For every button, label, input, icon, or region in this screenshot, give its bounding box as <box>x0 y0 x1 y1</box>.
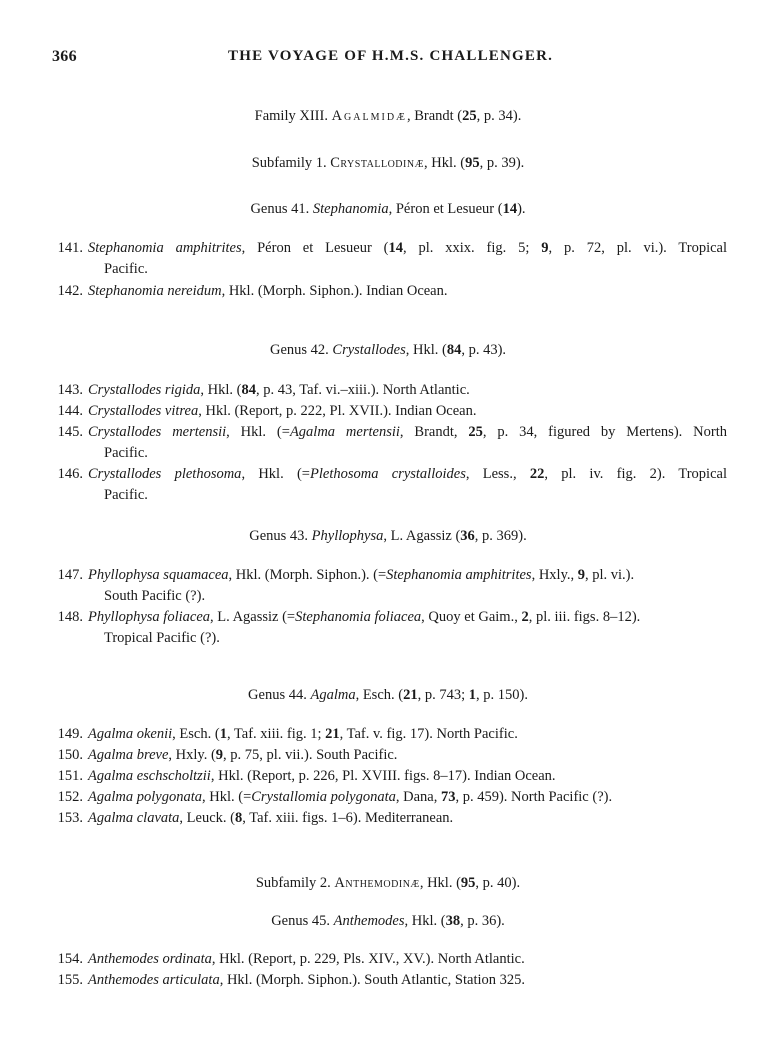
subfamily-heading: Subfamily 1. Crystallodinæ, Hkl. (95, p. 39). <box>251 155 525 171</box>
subfamily-heading: Subfamily 2. Anthemodinæ, Hkl. (95, p. 40). <box>255 875 521 891</box>
genus-heading: Genus 42. Crystallodes, Hkl. (84, p. 43). <box>269 342 507 358</box>
family-heading: Family XIII. Agalmidæ, Brandt (25, p. 34). <box>254 108 522 124</box>
genus-heading: Genus 44. Agalma, Esch. (21, p. 743; 1, p. 150). <box>248 687 528 703</box>
running-title: THE VOYAGE OF H.M.S. CHALLENGER. <box>228 48 554 64</box>
genus-heading: Genus 45. Anthemodes, Hkl. (38, p. 36). <box>271 913 505 929</box>
book-page: 366 THE VOYAGE OF H.M.S. CHALLENGER. Family XIII. Agalmidæ, Brandt (25, p. 34). Subfamily 1. Crystallodinæ, Hkl. (95, p. 39). Genus 41. Stephanomia, Péron et Lesueur (14). 141. Stephanomia amphitrites, Péron et Lesueur (14, pl. xxix. fig. 5; 9, p. 72, pl. vi.). Tropical Pacific. 142. Stephanomia nereidum, Hkl. (Morph. Siphon.). Indian Ocean. Genus 42. Crystallodes, Hkl. (84, p. 43). 143. Crystallodes rigida, Hkl. (84, p. 43, Taf. vi.–xiii.). North Atlantic. 144. Crystallodes vitrea, Hkl. (Report, p. 222, Pl. XVII.). Indian Ocean. 145. Crystallodes mertensii, Hkl. (=Agalma mertensii, Brandt, 25, p. 34, figured by Mertens). North Pacific. 146. Crystallodes plethosoma, Hkl. (=Plethosoma crystalloides, Less., 22, pl. iv. fig. 2). Tropical Pacific. Genus 43. Phyllophysa, L. Agassiz (36, p. 369). 147. Phyllophysa squamacea, Hkl. (Morph. Siphon.). (=Stephanomia amphitrites, Hxly., 9, pl. vi.). South Pacific (?). 148. Phyllophysa foliacea, L. Agassiz (=Stephanomia foliacea, Quoy et Gaim., 2, pl. iii. figs. 8–12). Tropical Pacific (?). Genus 44. Agalma, Esch. (21, p. 743; 1, p. 150). 149. Agalma okenii, Esch. (1, Taf. xiii. fig. 1; 21, Taf. v. fig. 17). North Pacific. 150. Agalma breve, Hxly. (9, p. 75, pl. vii.). South Pacific. 151. Agalma eschscholtzii, Hkl. (Report, p. 226, Pl. XVIII. figs. 8–17). Indian Ocean. 152. Agalma polygonata, Hkl. (=Crystallomia polygonata, Dana, 73, p. 459). North Pacific (?). 153. Agalma clavata, Leuck. (8, Taf. xiii. figs. 1–6). Mediterranean. Subfamily 2. Anthemodinæ, Hkl. (95, p. 40). Genus 45. Anthemodes, Hkl. (38, p. 36). 154. Anthemodes ordinata, Hkl. (Report, p. 229, Pls. XIV., XV.). North Atlantic. 155. Anthemodes articulata, Hkl. (Morph. Siphon.). South Atlantic, Station 325. <box>0 0 776 1050</box>
genus-heading: Genus 43. Phyllophysa, L. Agassiz (36, p. 369). <box>249 528 527 544</box>
genus-heading: Genus 41. Stephanomia, Péron et Lesueur (14). <box>250 201 526 217</box>
page-header <box>52 48 732 70</box>
page-number: 366 <box>52 48 77 65</box>
